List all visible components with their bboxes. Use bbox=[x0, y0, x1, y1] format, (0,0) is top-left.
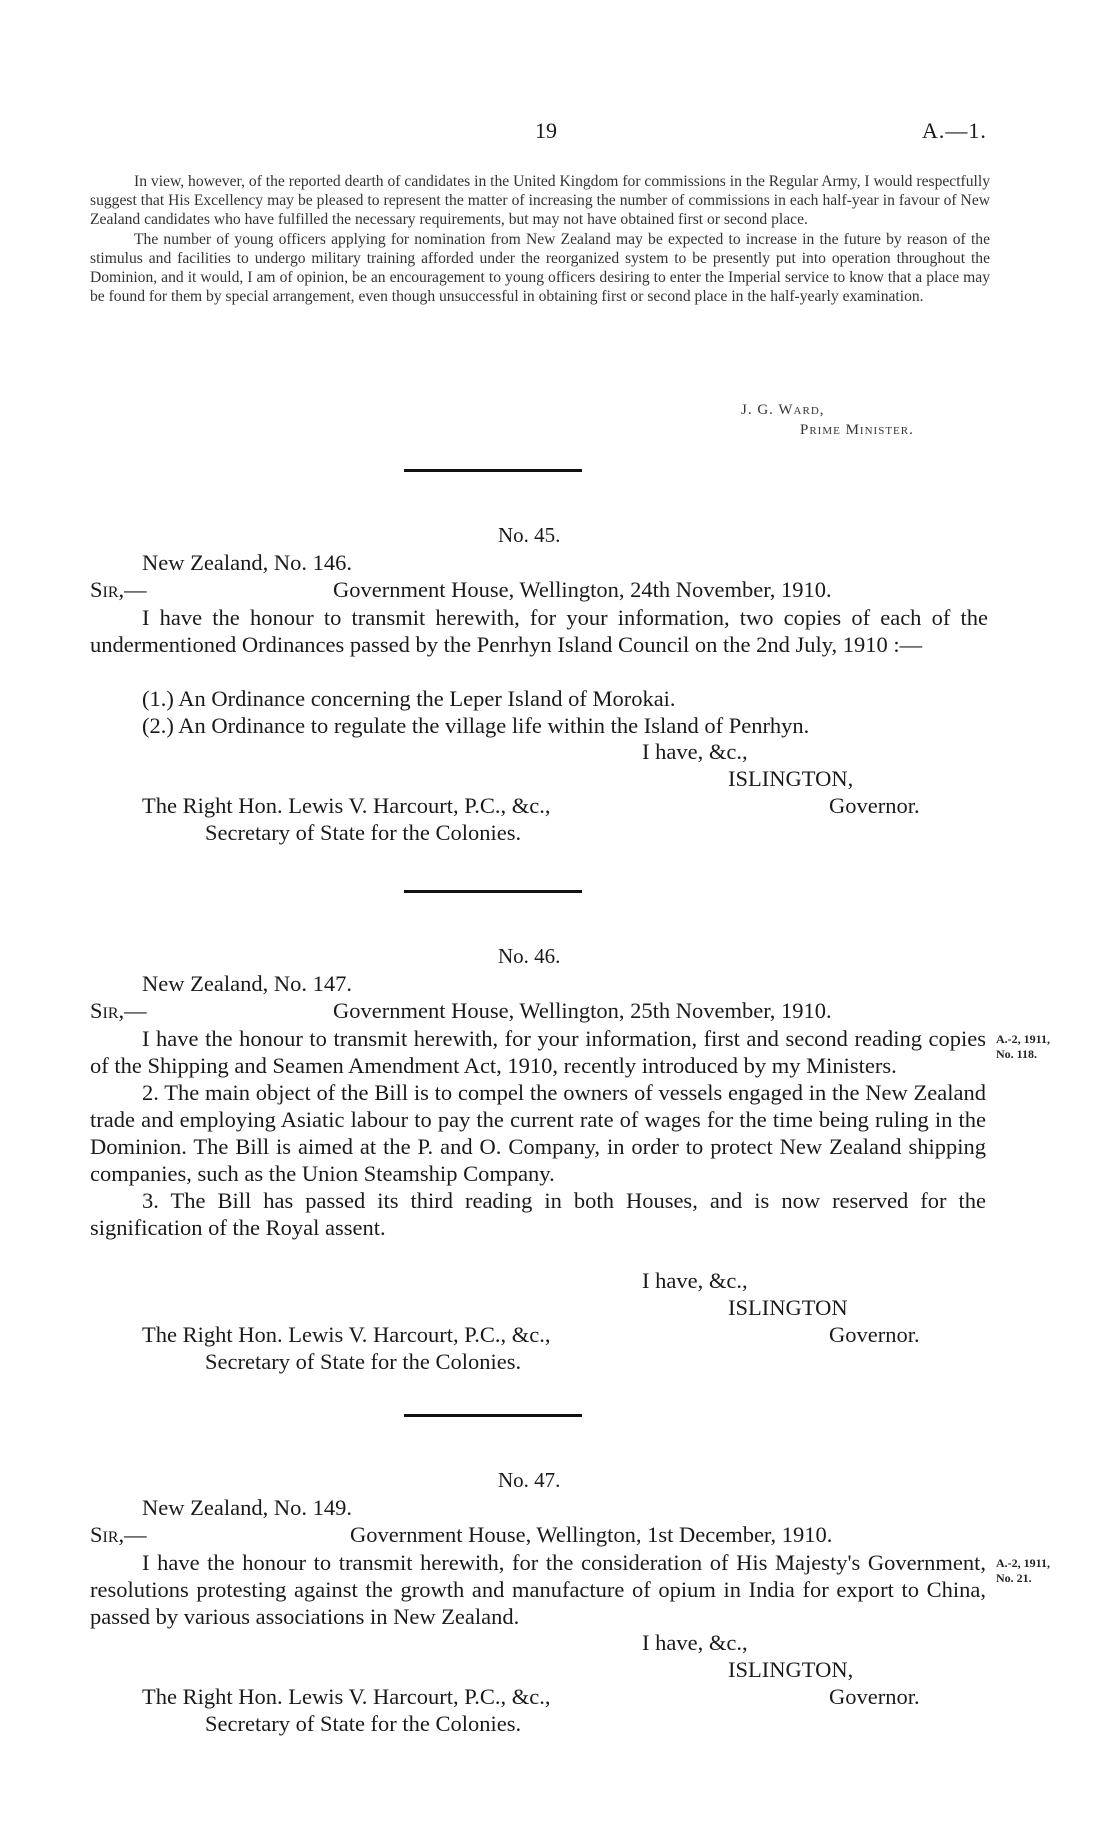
place-date: Government House, Wellington, 25th November, 1910. bbox=[333, 998, 832, 1023]
letter-number: No. 45. bbox=[498, 523, 561, 547]
body-paragraph: I have the honour to transmit herewith, for your information, first and second reading copies of the Shipping and Seamen Amendment Act, 1910, recently introduced by my Ministers. bbox=[90, 1026, 986, 1078]
body-paragraph: I have the honour to transmit herewith, for your information, two copies of each of the undermentioned Ordinances passed by the Penrhyn Island Council on the 2nd July, 1910 :— bbox=[90, 605, 988, 657]
margin-note-line: A.-2, 1911, bbox=[996, 1556, 1050, 1570]
margin-note-line: A.-2, 1911, bbox=[996, 1032, 1050, 1046]
letter-body bbox=[90, 604, 988, 658]
signature-name: J. G. Ward, bbox=[741, 402, 825, 418]
body-paragraph: 2. The main object of the Bill is to compel the owners of vessels engaged in the New Zealand trade and employing Asiatic labour to pay the current rate of wages for the time being ruling in the Dominion. The Bill is aimed at the P. and O. Company, in order to protect New Zealand shipping companies, such as the Union Steamship Company. bbox=[90, 1080, 986, 1186]
body-paragraph: I have the honour to transmit herewith, for the consideration of His Majesty's Government, resolutions protesting against the growth and manufacture of opium in India for export to China, passed by various associations in New Zealand. bbox=[90, 1550, 986, 1629]
addressee-title: Secretary of State for the Colonies. bbox=[205, 820, 522, 845]
sender-title: Governor. bbox=[829, 1684, 920, 1709]
intro-text bbox=[90, 172, 990, 306]
intro-paragraph: The number of young officers applying for nomination from New Zealand may be expected to increase in the future by reason of the stimulus and facilities to undergo military training afforded under the reorganized system to be presently put into operation throughout the Dominion, and it would, I am of opinion, be an encouragement to young officers desiring to enter the Imperial service to know that a place may be found for them by special arrangement, even though unsuccessful in obtaining first or second place in the half-yearly examination. bbox=[90, 230, 990, 306]
closing: I have, &c., bbox=[642, 1630, 748, 1655]
addressee: The Right Hon. Lewis V. Harcourt, P.C., &c., bbox=[142, 1684, 551, 1709]
closing: I have, &c., bbox=[642, 1268, 748, 1293]
series-reference: A.—1. bbox=[922, 118, 987, 143]
list-item: (1.) An Ordinance concerning the Leper Island of Morokai. bbox=[142, 686, 676, 711]
salutation: Sir,— bbox=[90, 998, 147, 1023]
list-item: (2.) An Ordinance to regulate the village life within the Island of Penrhyn. bbox=[142, 713, 810, 738]
sender: ISLINGTON bbox=[728, 1295, 848, 1320]
place-date: Government House, Wellington, 24th November, 1910. bbox=[333, 577, 832, 602]
letter-reference: New Zealand, No. 149. bbox=[142, 1495, 352, 1520]
closing: I have, &c., bbox=[642, 739, 748, 764]
letter-number: No. 47. bbox=[498, 1468, 561, 1492]
sender: ISLINGTON, bbox=[728, 1657, 854, 1682]
page-number: 19 bbox=[535, 118, 557, 143]
body-paragraph: 3. The Bill has passed its third reading in both Houses, and is now reserved for the signification of the Royal assent. bbox=[90, 1188, 986, 1240]
letter-body bbox=[90, 1549, 986, 1630]
margin-note-line: No. 118. bbox=[996, 1047, 1038, 1061]
addressee-title: Secretary of State for the Colonies. bbox=[205, 1349, 522, 1374]
addressee-title: Secretary of State for the Colonies. bbox=[205, 1711, 522, 1736]
intro-paragraph: In view, however, of the reported dearth of candidates in the United Kingdom for commissions in the Regular Army, I would respectfully suggest that His Excellency may be pleased to represent the matter of increasing the number of commissions in each half-year in favour of New Zealand candidates who have fulfilled the necessary requirements, but may not have obtained first or second place. bbox=[90, 173, 990, 229]
addressee: The Right Hon. Lewis V. Harcourt, P.C., &c., bbox=[142, 1322, 551, 1347]
section-divider bbox=[404, 890, 582, 893]
salutation: Sir,— bbox=[90, 577, 147, 602]
letter-number: No. 46. bbox=[498, 944, 561, 968]
margin-note bbox=[996, 1032, 1050, 1062]
sender-title: Governor. bbox=[829, 793, 920, 818]
ordinance-list bbox=[142, 685, 809, 739]
letter-reference: New Zealand, No. 147. bbox=[142, 971, 352, 996]
salutation: Sir,— bbox=[90, 1522, 147, 1547]
sender: ISLINGTON, bbox=[728, 766, 854, 791]
addressee: The Right Hon. Lewis V. Harcourt, P.C., &c., bbox=[142, 793, 551, 818]
page-header bbox=[0, 118, 1114, 148]
sender-title: Governor. bbox=[829, 1322, 920, 1347]
margin-note bbox=[996, 1556, 1050, 1586]
letter-reference: New Zealand, No. 146. bbox=[142, 550, 352, 575]
section-divider bbox=[404, 1414, 582, 1417]
place-date: Government House, Wellington, 1st December, 1910. bbox=[350, 1522, 833, 1547]
section-divider bbox=[404, 469, 582, 472]
margin-note-line: No. 21. bbox=[996, 1571, 1032, 1585]
signature-title: Prime Minister. bbox=[800, 422, 914, 438]
letter-body bbox=[90, 1025, 986, 1241]
